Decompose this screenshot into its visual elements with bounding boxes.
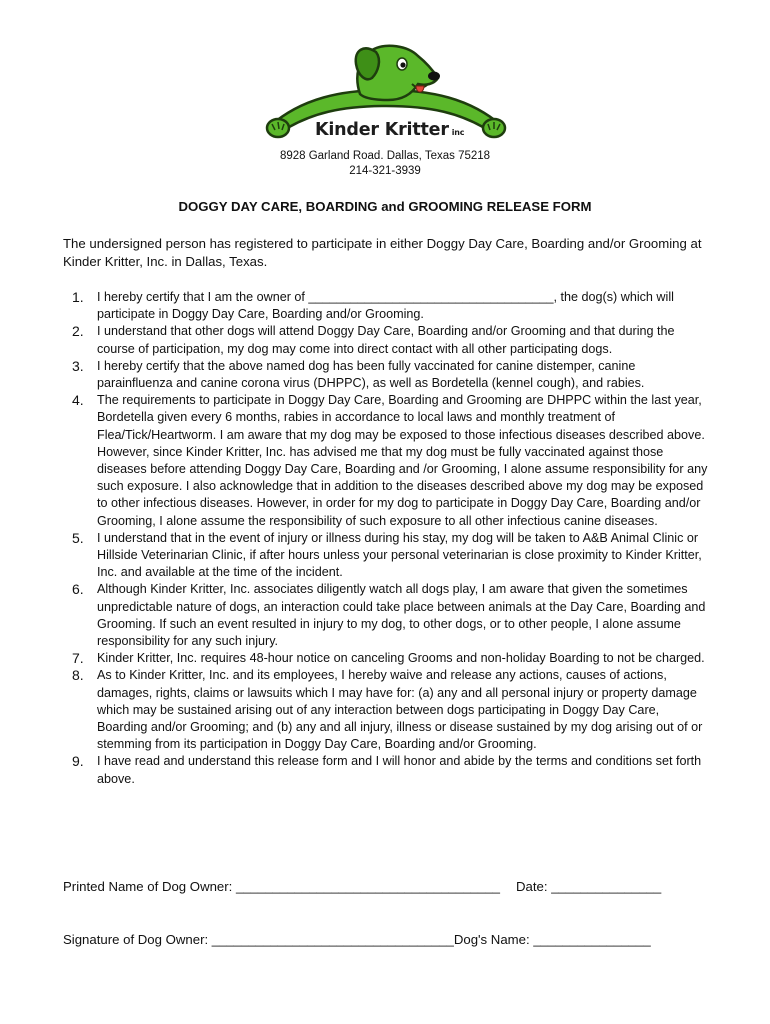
term-text: The requirements to participate in Doggy Day Care, Boarding and Grooming are DHPPC within the last year, Bordetella given every 6 months, rabies in accordance to local laws and monthly treatment of Flea/Tick/Heartworm. I am aware that my dog may be exposed to those infectious diseases described above. However, since Kinder Kritter, Inc. has advised me that my dog must be fully vaccinated against those diseases before attending Doggy Day Care, Boarding and /or Grooming, I alone assume responsibility for any such exposure. I also acknowledge that in addition to the diseases described above my dog may be exposed to other infectious diseases. However, in order for my dog to participate in Doggy Day Care, Boarding and/or Grooming, I alone assume the responsibility of such exposure to all other infectious canine diseases. [97, 393, 708, 528]
date-field[interactable]: Date: _______________ [516, 879, 662, 894]
term-text: I have read and understand this release form and I will honor and abide by the terms and conditions set forth above. [97, 754, 702, 786]
printed-name-row [63, 879, 723, 894]
term-text: I understand that other dogs will attend Doggy Day Care, Boarding and/or Grooming and that during the course of participation, my dog may come into direct contact with all other participating dogs. [97, 324, 675, 356]
list-item: 2. I understand that other dogs will attend Doggy Day Care, Boarding and/or Grooming and that during the course of participation, my dog may come into direct contact with all other participating dogs. [72, 323, 675, 356]
kinder-kritter-logo [262, 38, 510, 148]
term-text: I hereby certify that the above named dog has been fully vaccinated for canine distemper, canine parainfluenza and canine corona virus (DHPPC), as well as Bordetella (kennel cough), and rabies. [97, 358, 645, 391]
list-item: 5. I understand that in the event of injury or illness during his stay, my dog will be taken to A&B Animal Clinic or Hillside Veterinarian Clinic, if after hours unless your personal veterinarian is close proximity to Kinder Kritter, Inc. and available at the time of the incident. [72, 529, 702, 580]
term-text: Although Kinder Kritter, Inc. associates diligently watch all dogs play, I am aware that given the sometimes unpredictable nature of dogs, an interaction could take place between animals at the Day Care, Boarding and Grooming. If such an event resulted in injury to my dog, to other dogs, or to other people, I alone assume responsibility for any such injury. [97, 582, 706, 649]
phone-number: 214-321-3939 [349, 165, 421, 177]
list-item: 1. I hereby certify that I am the owner of ___________________________________, the dog(s) which will participate in Doggy Day Care, Boarding and/or Grooming. [72, 289, 674, 322]
list-item: 3. I hereby certify that the above named dog has been fully vaccinated for canine distemper, canine parainfluenza and canine corona virus (DHPPC), as well as Bordetella (kennel cough), and rabies. [72, 357, 645, 391]
term-text: Kinder Kritter, Inc. requires 48-hour notice on canceling Grooms and non-holiday Boarding to not be charged. [97, 651, 705, 666]
term-text: I understand that in the event of injury or illness during his stay, my dog will be taken to A&B Animal Clinic or Hillside Veterinarian Clinic, if after hours unless your personal veterinarian is close proximity to Kinder Kritter, Inc. and available at the time of the incident. [97, 530, 702, 580]
term-text: As to Kinder Kritter, Inc. and its employees, I hereby waive and release any actions, causes of actions, damages, rights, claims or lawsuits which I may have for: (a) any and all personal injury or property damage which may be sustained arising out of any interaction between dogs participating in Doggy Day Care, Boarding and/or Grooming; and (b) any and all injury, illness or disease sustained by my dog arising out of or stemming from its participation in Doggy Day Care, Boarding and/or Grooming. [97, 668, 703, 752]
intro-paragraph: The undersigned person has registered to participate in either Doggy Day Care, Boarding and/or Grooming at Kinder Kritter, Inc. in Dallas, Texas. [63, 236, 702, 269]
printed-name-field[interactable]: Printed Name of Dog Owner: ____________________________________ [63, 879, 501, 894]
brand-name: Kinder Kritter inc [315, 120, 465, 140]
list-item: 9. I have read and understand this release form and I will honor and abide by the terms and conditions set forth above. [72, 753, 702, 786]
list-item: 8. As to Kinder Kritter, Inc. and its employees, I hereby waive and release any actions, causes of actions, damages, rights, claims or lawsuits which I may have for: (a) any and all personal injury or property damage which may be sustained arising out of any interaction between dogs participating in Doggy Day Care, Boarding and/or Grooming; and (b) any and all injury, illness or disease sustained by my dog arising out of or stemming from its participation in Doggy Day Care, Boarding and/or Grooming. [72, 667, 703, 752]
address-line: 8928 Garland Road. Dallas, Texas 75218 [279, 150, 491, 162]
list-item: 6. Although Kinder Kritter, Inc. associates diligently watch all dogs play, I am aware that given the sometimes unpredictable nature of dogs, an interaction could take place between animals at the Day Care, Boarding and Grooming. If such an event resulted in injury to my dog, to other dogs, or to other people, I alone assume responsibility for any such injury. [72, 581, 706, 649]
form-title: DOGGY DAY CARE, BOARDING and GROOMING RELEASE FORM [178, 199, 592, 214]
list-item: 7. Kinder Kritter, Inc. requires 48-hour notice on canceling Grooms and non-holiday Boarding to not be charged. [72, 650, 705, 667]
dog-name-field[interactable]: Dog's Name: ________________ [453, 932, 651, 947]
signature-field[interactable]: Signature of Dog Owner: _________________________________ [63, 932, 454, 947]
term-text: I hereby certify that I am the owner of ___________________________________, the dog(s) which will participate in Doggy Day Care, Boarding and/or Grooming. [97, 290, 674, 322]
list-item: 4. The requirements to participate in Doggy Day Care, Boarding and Grooming are DHPPC within the last year, Bordetella given every 6 months, rabies in accordance to local laws and monthly treatment of Flea/Tick/Heartworm. I am aware that my dog may be exposed to those infectious diseases described above. However, since Kinder Kritter, Inc. has advised me that my dog must be fully vaccinated against those diseases before attending Doggy Day Care, Boarding and /or Grooming, I alone assume responsibility for any such exposure. I also acknowledge that in addition to the diseases described above my dog may be exposed to other infectious diseases. However, in order for my dog to participate in Doggy Day Care, Boarding and/or Grooming, I alone assume the responsibility of such exposure to all other infectious canine diseases. [72, 392, 708, 528]
signature-row [63, 932, 723, 947]
terms-list [63, 289, 713, 788]
